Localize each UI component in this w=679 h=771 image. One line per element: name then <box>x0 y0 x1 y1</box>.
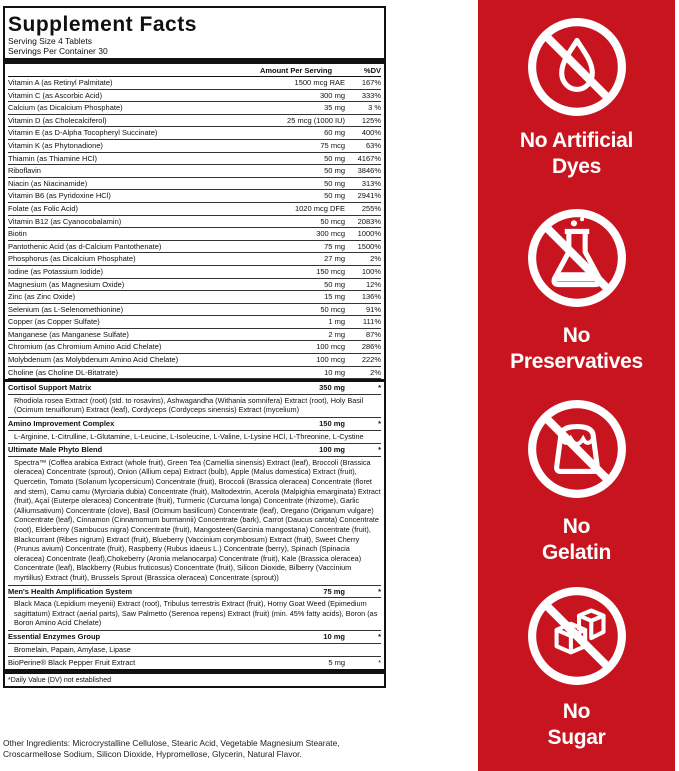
nutrient-row <box>8 304 381 317</box>
nutrient-name: Calcium (as Dicalcium Phosphate) <box>8 103 123 113</box>
nutrient-dv: 3 % <box>368 103 381 113</box>
nutrient-row <box>8 127 381 140</box>
blend-name: Essential Enzymes Group <box>8 631 101 641</box>
nutrient-row <box>8 228 381 241</box>
blend-header <box>8 586 381 599</box>
nutrient-row <box>8 253 381 266</box>
nutrient-row <box>8 165 381 178</box>
blend-dv: * <box>378 419 381 429</box>
nutrient-amount: 50 mcg <box>320 304 345 314</box>
nutrient-row <box>8 115 381 128</box>
nutrient-list <box>8 77 381 379</box>
nutrient-dv: 91% <box>365 304 381 314</box>
nutrient-row <box>8 140 381 153</box>
nutrient-name: Manganese (as Manganese Sulfate) <box>8 329 129 339</box>
blend-section <box>8 631 381 657</box>
nutrient-name: Phosphorus (as Dicalcium Phosphate) <box>8 254 136 264</box>
nutrient-amount: 100 mcg <box>316 355 345 365</box>
nutrient-row <box>8 77 381 90</box>
nutrient-name: Chromium (as Chromium Amino Acid Chelate) <box>8 342 162 352</box>
nutrient-name: Vitamin K (as Phytonadione) <box>8 140 103 150</box>
nutrient-row <box>8 241 381 254</box>
servings-per-container: Servings Per Container 30 <box>8 46 108 56</box>
nutrient-row <box>8 178 381 191</box>
bioperine-name: BioPerine® Black Pepper Fruit Extract <box>8 658 136 668</box>
nutrient-dv: 111% <box>362 317 381 327</box>
nutrient-amount: 15 mg <box>324 292 345 302</box>
claim-4-line1: No <box>562 700 591 723</box>
blend-amount: 150 mg <box>319 419 345 429</box>
nutrient-row <box>8 266 381 279</box>
bioperine-amount: 5 mg <box>328 658 345 668</box>
nutrient-dv: 167% <box>361 78 381 87</box>
nutrient-amount: 27 mg <box>324 254 345 264</box>
nutrient-name: Selenium (as L-Selenomethionine) <box>8 304 124 314</box>
nutrient-dv: 63% <box>365 140 381 150</box>
blend-dv: * <box>378 383 381 393</box>
nutrient-name: Folate (as Folic Acid) <box>8 203 79 213</box>
claim-1-line2: Dyes <box>551 155 601 178</box>
blend-ingredients: Black Maca (Lepidium meyenii) Extract (root), Tribulus terrestris Extract (fruit), Horny Goat Weed (Epimedium sagittatum) Extract (aerial parts), Saw Palmetto (Serenoa repens) Extract (fruit) (min. 45% fatty acids), Boron (as Boron Amino Acid Chelate) <box>14 599 378 628</box>
nutrient-amount: 100 mcg <box>316 342 345 352</box>
blend-header <box>8 418 381 431</box>
nutrient-name: Biotin <box>8 229 27 239</box>
claim-3-line2: Gelatin <box>541 541 612 564</box>
blend-name: Amino Improvement Complex <box>8 419 115 429</box>
nutrient-name: Choline (as Choline DL-Bitatrate) <box>8 367 119 377</box>
nutrient-amount: 10 mg <box>324 367 345 377</box>
nutrient-row <box>8 354 381 367</box>
nutrient-name: Vitamin E (as D-Alpha Tocopheryl Succinate) <box>8 128 158 138</box>
nutrient-dv: 2% <box>370 254 381 264</box>
blend-ingredients: Spectra™ (Coffea arabica Extract (whole fruit), Green Tea (Camellia sinensis) Extract (leaf), Broccoli (Brassica oleracea) Concentrate (sprout), Onion (Allium cepa) Extract (bulb), Apple (Malus domestica) Extract (fruit), Quercetin, Tomato (Solanum lycopersicum) Concentrate (fruit), Broccoli (Brassica oleracea) Concentrate (floret and stem), Camu camu (Myrciaria dubia) Concentrate (fruit), Maltodextrin, Acerola (Malpighia emarginata) Extract (fruit), Açaí (Euterpe oleracea) Concentrate (fruit), Turmeric (Curcuma longa) Concentrate (rhizome), Garlic (Alliumsativum) Concentrate (clove), Basil (Ocimum basilicum) Concentrate (leaf), Oregano (Origanum vulgare) Concentrate (leaf), Cinnamon (Cinnamomum burmannii) Concentrate (bark), Carrot (Daucus carota) Concentrate (root), Elderberry (Sambucus nigra) Concentrate (fruit), Mangosteen(Garcinia mangostana) Concentrate (fruit), Blackcurrant (Ribes nigrum) Extract (fruit), Blueberry (Vaccinium corymbosum) Extract (fruit), Sweet Cherry (Prunus avium) Concentrate (fruit), Raspberry (Rubus idaeus L.) Concentrate (berry), Spinach (Spinacia oleracea) Concentrate (leaf),Chokeberry (Aronia melanocarpa) Concentrate (fruit), Kale (Brassica oleracea) Concentrate (leaf), Blackberry (Rubus fruticosus) Concentrate (fruit), Silicon Dioxide, Bilberry (Vaccinium myrtillus) Extract (fruit), Brussels Sprout (Brassica oleracea) Concentrate (sprout)) <box>14 457 381 582</box>
nutrient-dv: 3846% <box>357 166 381 176</box>
nutrient-dv: 222% <box>361 355 381 365</box>
nutrient-name: Vitamin A (as Retinyl Palmitate) <box>8 78 113 87</box>
serving-size: Serving Size 4 Tablets <box>8 36 92 46</box>
nutrient-amount: 50 mg <box>324 191 345 201</box>
nutrient-dv: 1500% <box>357 241 381 251</box>
blend-amount: 75 mg <box>323 586 345 596</box>
blend-dv: * <box>378 586 381 596</box>
claim-no-preservatives <box>478 207 675 375</box>
blend-list <box>8 382 381 657</box>
nutrient-amount: 50 mg <box>324 178 345 188</box>
nutrient-row <box>8 203 381 216</box>
nutrient-amount: 2 mg <box>328 329 345 339</box>
nutrient-name: Vitamin D (as Cholecalciferol) <box>8 115 107 125</box>
nutrient-dv: 255% <box>361 203 381 213</box>
nutrient-amount: 50 mcg <box>320 216 345 226</box>
flask-icon <box>526 207 628 309</box>
nutrient-row <box>8 329 381 342</box>
claims-panel <box>478 0 675 771</box>
nutrient-amount: 1 mg <box>328 317 345 327</box>
nutrient-dv: 136% <box>361 292 381 302</box>
nutrient-name: Zinc (as Zinc Oxide) <box>8 292 76 302</box>
nutrient-dv: 87% <box>365 329 381 339</box>
claim-2-line1: No <box>562 324 591 347</box>
blend-amount: 10 mg <box>323 631 345 641</box>
nutrient-row <box>8 190 381 203</box>
nutrient-amount: 50 mg <box>324 166 345 176</box>
nutrient-row <box>8 316 381 329</box>
dv-footnote: *Daily Value (DV) not established <box>8 676 111 684</box>
blend-ingredients: L-Arginine, L-Citrulline, L-Glutamine, L-Leucine, L-Isoleucine, L-Valine, L-Lysine HCl, L-Threonine, L-Cystine <box>14 431 364 441</box>
claim-1-line1: No Artificial <box>519 129 634 152</box>
blend-ingredients: Bromelain, Papain, Amylase, Lipase <box>14 644 131 654</box>
blend-name: Men's Health Amplification System <box>8 586 133 596</box>
nutrient-name: Vitamin B12 (as Cyanocobalamin) <box>8 216 122 226</box>
nutrient-amount: 60 mg <box>324 128 345 138</box>
nutrient-row <box>8 90 381 103</box>
nutrient-dv: 400% <box>361 128 381 138</box>
nutrient-name: Vitamin C (as Ascorbic Acid) <box>8 90 103 100</box>
nutrient-row <box>8 291 381 304</box>
blend-section <box>8 418 381 444</box>
nutrient-row <box>8 153 381 166</box>
nutrient-name: Iodine (as Potassium Iodide) <box>8 266 104 276</box>
jelly-icon <box>526 398 628 500</box>
nutrient-amount: 1020 mcg DFE <box>294 203 345 213</box>
nutrient-dv: 333% <box>361 90 381 100</box>
nutrient-row <box>8 279 381 292</box>
nutrient-amount: 50 mg <box>324 153 345 163</box>
nutrient-row <box>8 367 381 380</box>
blend-amount: 100 mg <box>319 445 345 455</box>
claim-no-dyes <box>478 16 675 180</box>
facts-title: Supplement Facts <box>8 13 197 36</box>
dv-header: %DV <box>363 65 381 75</box>
sugar-cubes-icon <box>526 585 628 687</box>
nutrient-dv: 12% <box>365 279 381 289</box>
drop-icon <box>526 16 628 118</box>
nutrient-dv: 286% <box>361 342 381 352</box>
nutrient-row <box>8 102 381 115</box>
blend-dv: * <box>378 445 381 455</box>
nutrient-name: Magnesium (as Magnesium Oxide) <box>8 279 125 289</box>
nutrient-row <box>8 216 381 229</box>
amount-header: Amount Per Serving <box>259 65 333 75</box>
nutrient-dv: 2083% <box>357 216 381 226</box>
nutrient-amount: 35 mg <box>324 103 345 113</box>
nutrient-amount: 300 mg <box>319 90 345 100</box>
nutrient-dv: 1000% <box>357 229 381 239</box>
claim-4-line2: Sugar <box>547 726 606 749</box>
nutrient-dv: 4167% <box>357 153 381 163</box>
nutrient-name: Vitamin B6 (as Pyridoxine HCl) <box>8 191 111 201</box>
nutrient-dv: 2% <box>370 367 381 377</box>
blend-section <box>8 444 381 585</box>
nutrient-amount: 25 mcg (1000 IU) <box>287 115 345 125</box>
blend-name: Cortisol Support Matrix <box>8 383 92 393</box>
claim-no-gelatin <box>478 398 675 566</box>
nutrient-amount: 150 mcg <box>316 266 345 276</box>
claim-3-line1: No <box>562 515 591 538</box>
nutrient-name: Copper (as Copper Sulfate) <box>8 317 100 327</box>
nutrient-name: Molybdenum (as Molybdenum Amino Acid Chelate) <box>8 355 179 365</box>
nutrient-amount: 75 mg <box>324 241 345 251</box>
other-ingredients: Other Ingredients: Microcrystalline Cellulose, Stearic Acid, Vegetable Magnesium Stearate, Croscarmellose Sodium, Silicon Dioxide, Hypromellose, Glycerin, Natural Flavor. <box>3 738 340 760</box>
nutrient-dv: 2941% <box>357 191 381 201</box>
nutrient-dv: 125% <box>361 115 381 125</box>
bioperine-row <box>8 657 381 669</box>
nutrient-name: Pantothenic Acid (as d-Calcium Pantothenate) <box>8 241 162 251</box>
blend-name: Ultimate Male Phyto Blend <box>8 445 103 455</box>
facts-header-row <box>8 64 381 77</box>
nutrient-name: Niacin (as Niacinamide) <box>8 178 88 188</box>
blend-header <box>8 382 381 395</box>
nutrient-dv: 313% <box>361 178 381 188</box>
bioperine-dv: * <box>378 658 381 668</box>
nutrient-amount: 75 mcg <box>320 140 345 150</box>
blend-ingredients: Rhodiola rosea Extract (root) (std. to rosavins), Ashwagandha (Withania somnifera) Extract (root), Holy Basil (Ocimum tenuiflorum) Extract (leaf), Cordyceps (Cordyceps sinensis) Extract (mycelium) <box>14 395 364 415</box>
nutrient-amount: 300 mcg <box>316 229 345 239</box>
blend-section <box>8 586 381 631</box>
blend-dv: * <box>378 631 381 641</box>
claim-2-line2: Preservatives <box>510 350 643 373</box>
nutrient-name: Riboflavin <box>8 166 41 176</box>
blend-amount: 350 mg <box>319 383 345 393</box>
nutrient-name: Thiamin (as Thiamine HCl) <box>8 153 98 163</box>
nutrient-row <box>8 341 381 354</box>
blend-section <box>8 382 381 418</box>
blend-header <box>8 444 381 457</box>
nutrient-dv: 100% <box>361 266 381 276</box>
claim-no-sugar <box>478 585 675 751</box>
supplement-facts-panel <box>3 6 386 688</box>
nutrient-amount: 1500 mcg RAE <box>294 78 345 87</box>
nutrient-amount: 50 mg <box>324 279 345 289</box>
blend-header <box>8 631 381 644</box>
